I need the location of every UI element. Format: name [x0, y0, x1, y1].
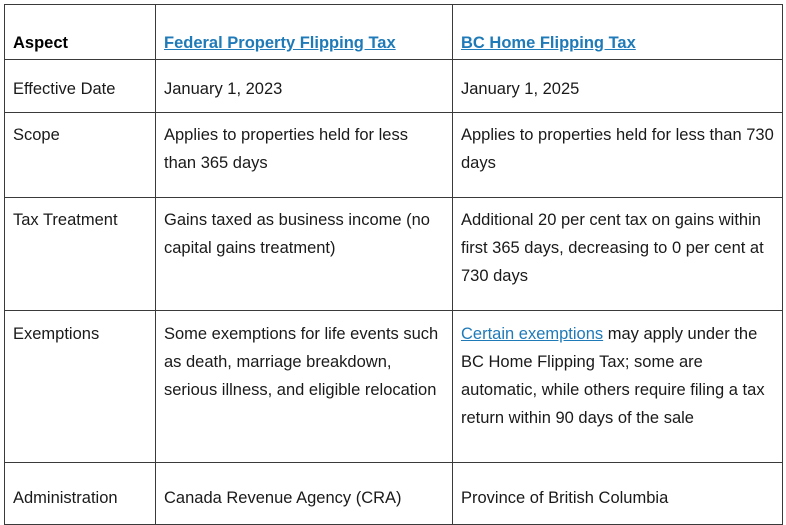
federal-tax-link[interactable]: Federal Property Flipping Tax	[164, 34, 396, 52]
federal-cell: January 1, 2023	[156, 60, 453, 113]
header-cell-bc	[453, 5, 783, 60]
row-label: Effective Date	[5, 60, 156, 113]
bc-cell: Applies to properties held for less than 730 days	[453, 113, 783, 198]
federal-cell: Gains taxed as business income (no capital gains treatment)	[156, 198, 453, 311]
header-cell-aspect	[5, 5, 156, 60]
table-row-exemptions	[5, 311, 783, 463]
table-row-administration	[5, 463, 783, 525]
bc-cell: Additional 20 per cent tax on gains within first 365 days, decreasing to 0 per cent at 730 days	[453, 198, 783, 311]
table-row-tax-treatment	[5, 198, 783, 311]
federal-cell: Applies to properties held for less than 365 days	[156, 113, 453, 198]
table-row-scope	[5, 113, 783, 198]
row-label: Tax Treatment	[5, 198, 156, 311]
row-label: Exemptions	[5, 311, 156, 463]
header-cell-federal	[156, 5, 453, 60]
row-label: Administration	[5, 463, 156, 525]
bc-cell: Province of British Columbia	[453, 463, 783, 525]
bc-tax-link[interactable]: BC Home Flipping Tax	[461, 34, 636, 52]
bc-exemptions-text: may apply under the BC Home Flipping Tax; some are automatic, while others require filing a tax return within 90 days of the sale	[461, 325, 765, 427]
bc-cell: January 1, 2025	[453, 60, 783, 113]
table-row-effective-date	[5, 60, 783, 113]
certain-exemptions-link[interactable]: Certain exemptions	[461, 325, 604, 343]
table-header-row	[5, 5, 783, 60]
bc-cell	[453, 311, 783, 463]
header-aspect-label: Aspect	[13, 34, 69, 52]
federal-cell: Canada Revenue Agency (CRA)	[156, 463, 453, 525]
comparison-table	[4, 4, 783, 525]
federal-cell: Some exemptions for life events such as death, marriage breakdown, serious illness, and eligible relocation	[156, 311, 453, 463]
row-label: Scope	[5, 113, 156, 198]
